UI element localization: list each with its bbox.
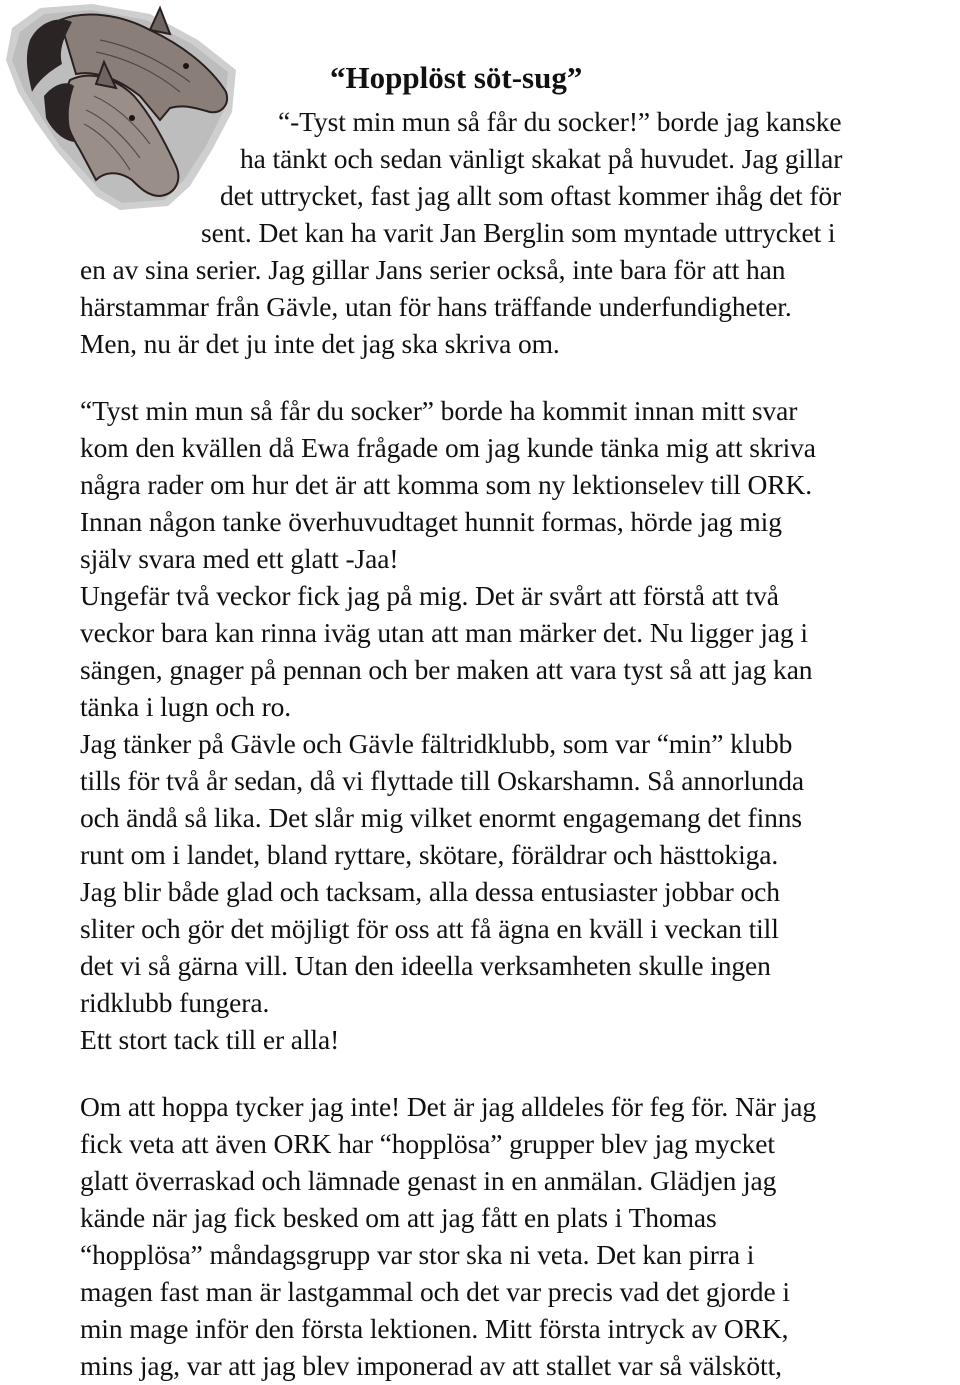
text-line: ha tänkt och sedan vänligt skakat på huvudet. Jag gillar bbox=[240, 143, 843, 174]
text-line: glatt överraskad och lämnade genast in en anmälan. Glädjen jag bbox=[80, 1165, 777, 1196]
text-line: “hopplösa” måndagsgrupp var stor ska ni veta. Det kan pirra i bbox=[80, 1239, 755, 1270]
text-line: kände när jag fick besked om att jag fått en plats i Thomas bbox=[80, 1202, 717, 1233]
text-line: Om att hoppa tycker jag inte! Det är jag alldeles för feg för. När jag bbox=[80, 1091, 816, 1122]
text-line: “Tyst min mun så får du socker” borde ha kommit innan mitt svar bbox=[80, 395, 798, 426]
text-line: Jag blir både glad och tacksam, alla dessa entusiaster jobbar och bbox=[80, 876, 780, 907]
text-line: det vi så gärna vill. Utan den ideella verksamheten skulle ingen bbox=[80, 950, 771, 981]
text-line: veckor bara kan rinna iväg utan att man märker det. Nu ligger jag i bbox=[80, 617, 808, 648]
text-line: runt om i landet, bland ryttare, skötare, föräldrar och hästtokiga. bbox=[80, 839, 779, 870]
text-line: själv svara med ett glatt -Jaa! bbox=[80, 543, 399, 574]
text-line: Men, nu är det ju inte det jag ska skriva om. bbox=[80, 328, 560, 359]
horse-heads-icon bbox=[0, 0, 240, 215]
text-line: sängen, gnager på pennan och ber maken att vara tyst så att jag kan bbox=[80, 654, 813, 685]
text-line: och ändå så lika. Det slår mig vilket enormt engagemang det finns bbox=[80, 802, 803, 833]
text-line: mins jag, var att jag blev imponerad av att stallet var så välskött, bbox=[80, 1350, 782, 1381]
text-line: en av sina serier. Jag gillar Jans serier också, inte bara för att han bbox=[80, 254, 786, 285]
text-line: sent. Det kan ha varit Jan Berglin som myntade uttrycket i bbox=[201, 217, 836, 248]
text-line: “-Tyst min mun så får du socker!” borde jag kanske bbox=[278, 106, 842, 137]
text-line: några rader om hur det är att komma som ny lektionselev till ORK. bbox=[80, 469, 812, 500]
text-line: tänka i lugn och ro. bbox=[80, 691, 292, 722]
text-line: fick veta att även ORK har “hopplösa” grupper blev jag mycket bbox=[80, 1128, 775, 1159]
text-line: Innan någon tanke överhuvudtaget hunnit formas, hörde jag mig bbox=[80, 506, 782, 537]
text-line: härstammar från Gävle, utan för hans träffande underfundigheter. bbox=[80, 291, 792, 322]
text-line: ridklubb fungera. bbox=[80, 987, 270, 1018]
text-line: kom den kvällen då Ewa frågade om jag kunde tänka mig att skriva bbox=[80, 432, 816, 463]
text-line: Ett stort tack till er alla! bbox=[80, 1024, 340, 1055]
text-line: Jag tänker på Gävle och Gävle fältridklubb, som var “min” klubb bbox=[80, 728, 793, 759]
page-title: “Hopplöst söt-sug” bbox=[330, 60, 583, 95]
text-line: Ungefär två veckor fick jag på mig. Det är svårt att förstå att två bbox=[80, 580, 779, 611]
text-line: tills för två år sedan, då vi flyttade till Oskarshamn. Så annorlunda bbox=[80, 765, 804, 796]
text-line: magen fast man är lastgammal och det var precis vad det gjorde i bbox=[80, 1276, 790, 1307]
text-line: sliter och gör det möjligt för oss att få ägna en kväll i veckan till bbox=[80, 913, 779, 944]
text-line: det uttrycket, fast jag allt som oftast kommer ihåg det för bbox=[220, 180, 842, 211]
text-line: min mage inför den första lektionen. Mitt första intryck av ORK, bbox=[80, 1313, 789, 1344]
